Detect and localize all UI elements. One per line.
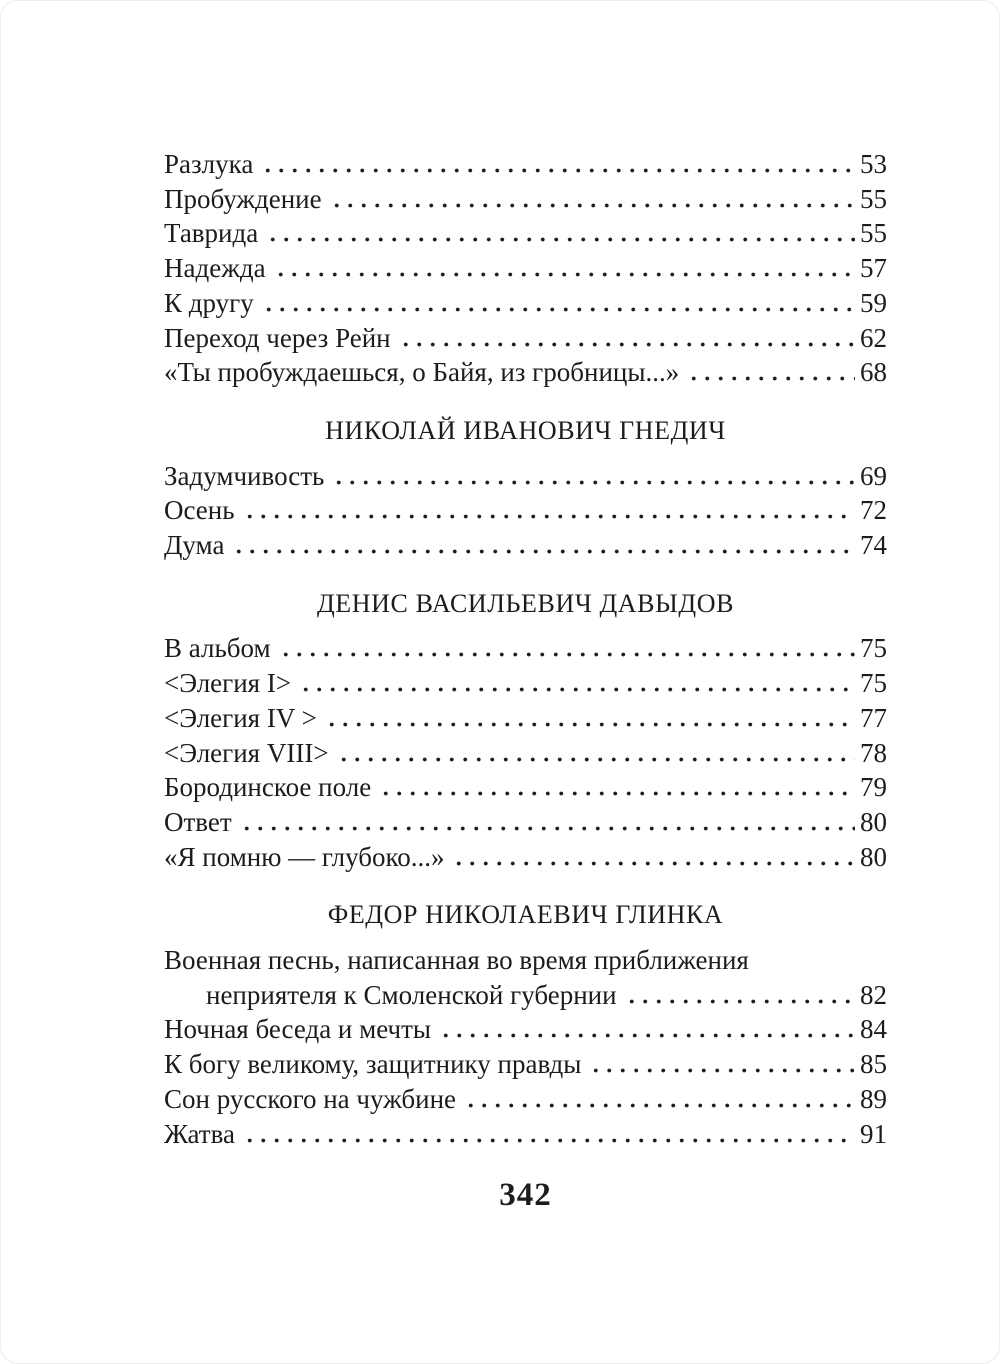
entry-title: Разлука [164, 149, 254, 179]
dot-leader [625, 999, 855, 1004]
toc-entry [164, 1082, 887, 1117]
entry-title: «Я помню — глубоко...» [164, 841, 445, 872]
entry-title: «Ты пробуждаешься, о Байя, из гробницы...» [164, 357, 680, 388]
dot-leader [279, 652, 855, 657]
dot-leader [299, 687, 855, 692]
entry-title: Таврида [164, 218, 259, 249]
entry-title: В альбом [164, 633, 271, 664]
entry-title: Сон русского на чужбине [164, 1083, 457, 1114]
entry-page-number: 80 [860, 841, 887, 872]
entry-page-number: 55 [860, 218, 887, 249]
entry-page-number: 68 [860, 357, 887, 388]
dot-leader [589, 1068, 855, 1073]
toc-entry-wrapped-line1 [164, 943, 887, 978]
dot-leader [261, 168, 855, 173]
entry-title: К богу великому, защитнику правды [164, 1049, 582, 1080]
dot-leader [687, 376, 855, 381]
toc-entry [164, 805, 887, 840]
entry-title: <Элегия I> [164, 668, 292, 699]
entry-title: Ответ [164, 806, 232, 837]
toc-entry [164, 1047, 887, 1082]
dot-leader [240, 826, 855, 831]
toc-entry [164, 840, 887, 875]
toc-entry [164, 251, 887, 286]
entry-title-continuation: неприятеля к Смоленской губернии [206, 979, 617, 1010]
entry-page-number: 53 [860, 149, 887, 179]
toc-entry [164, 493, 887, 528]
entry-title: Дума [164, 530, 225, 561]
entry-title: Переход через Рейн [164, 322, 391, 353]
toc-entry [164, 286, 887, 321]
entry-title: Осень [164, 495, 235, 526]
toc-entry [164, 182, 887, 217]
toc-entry [164, 355, 887, 390]
section-heading-glinka: ФЕДОР НИКОЛАЕВИЧ ГЛИНКА [327, 900, 724, 930]
entry-page-number: 79 [860, 772, 887, 803]
entry-page-number: 78 [860, 737, 887, 768]
section-heading-davydov: ДЕНИС ВАСИЛЬЕВИЧ ДАВЫДОВ [316, 588, 735, 618]
entry-page-number: 62 [860, 322, 887, 353]
entry-title: Пробуждение [164, 183, 322, 214]
toc-entry [164, 736, 887, 771]
toc-entry [164, 631, 887, 666]
toc-entry [164, 147, 887, 182]
entry-page-number: 91 [860, 1118, 887, 1149]
dot-leader [274, 272, 855, 277]
toc-entry [164, 1012, 887, 1047]
entry-page-number: 75 [860, 633, 887, 664]
toc-entry [164, 770, 887, 805]
toc-entry [164, 701, 887, 736]
toc-entry [164, 666, 887, 701]
entry-title: <Элегия VIII> [164, 737, 329, 768]
dot-leader [379, 791, 855, 796]
dot-leader [243, 514, 855, 519]
dot-leader [332, 480, 855, 485]
folio-page-number: 342 [499, 1177, 552, 1214]
entry-page-number: 89 [860, 1083, 887, 1114]
entry-page-number: 57 [860, 253, 887, 284]
toc-entry [164, 459, 887, 494]
entry-title: Жатва [164, 1118, 235, 1149]
entry-page-number: 84 [860, 1014, 887, 1045]
table-of-contents [164, 147, 887, 1214]
entry-page-number: 82 [860, 979, 887, 1010]
entry-page-number: 75 [860, 668, 887, 699]
entry-page-number: 72 [860, 495, 887, 526]
entry-title: Военная песнь, написанная во время приближения [164, 945, 749, 976]
toc-entry [164, 216, 887, 251]
entry-page-number: 69 [860, 460, 887, 491]
entry-page-number: 80 [860, 806, 887, 837]
dot-leader [399, 342, 855, 347]
dot-leader [325, 722, 855, 727]
entry-page-number: 55 [860, 183, 887, 214]
dot-leader [330, 203, 855, 208]
dot-leader [262, 307, 855, 312]
dot-leader [337, 757, 855, 762]
dot-leader [243, 1138, 855, 1143]
entry-title: Ночная беседа и мечты [164, 1014, 432, 1045]
entry-title: Задумчивость [164, 460, 325, 491]
entry-page-number: 85 [860, 1049, 887, 1080]
entry-page-number: 59 [860, 287, 887, 318]
toc-entry [164, 321, 887, 356]
entry-title: Надежда [164, 253, 266, 284]
entry-page-number: 74 [860, 530, 887, 561]
entry-title: <Элегия IV > [164, 702, 317, 733]
toc-entry [164, 1117, 887, 1152]
dot-leader [464, 1103, 855, 1108]
dot-leader [266, 237, 855, 242]
section-heading-gnedich: НИКОЛАЙ ИВАНОВИЧ ГНЕДИЧ [325, 415, 726, 445]
dot-leader [232, 549, 855, 554]
entry-page-number: 77 [860, 702, 887, 733]
toc-entry-wrapped-line2 [164, 978, 887, 1013]
entry-title: Бородинское поле [164, 772, 372, 803]
toc-entry [164, 528, 887, 563]
dot-leader [439, 1033, 855, 1038]
entry-title: К другу [164, 287, 254, 318]
dot-leader [452, 861, 855, 866]
